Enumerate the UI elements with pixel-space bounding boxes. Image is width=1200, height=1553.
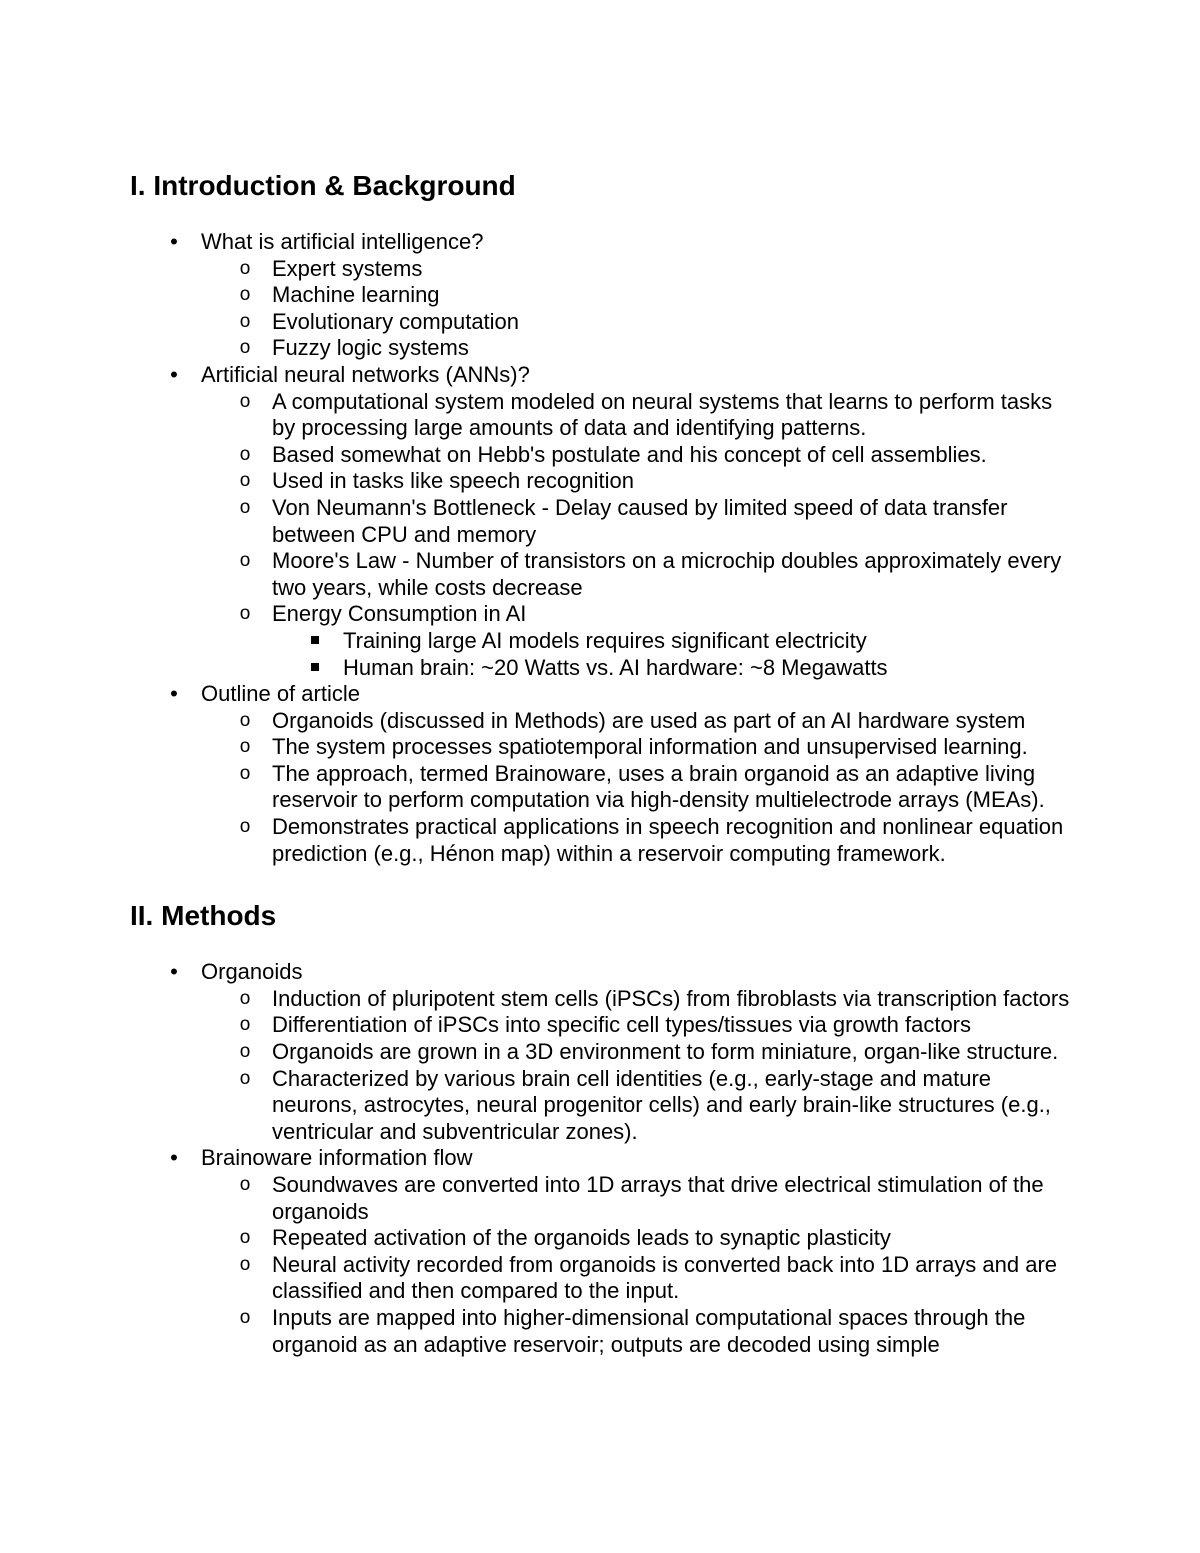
sub-list-item [201,495,1080,548]
sub-list-item [201,708,1080,735]
square-bullet-icon [311,636,319,644]
bullet-o-icon: o [239,470,251,492]
bullet-o-icon: o [239,337,251,359]
bullet-dot-icon: • [170,361,178,387]
sub-list-item-text: Differentiation of iPSCs into specific cell types/tissues via growth factors [272,1012,972,1038]
sub-list-item [201,986,1080,1013]
section-title-methods: II. Methods [130,900,277,932]
sub-sub-list [272,628,1080,681]
bullet-o-icon: o [239,284,251,306]
bullet-o-icon: o [239,603,251,625]
sub-list [201,1172,1080,1358]
bullet-o-icon: o [239,709,251,731]
sub-list-item [201,442,1080,469]
sub-sub-list-item [272,628,1080,655]
sub-list-item [201,282,1080,309]
sub-list [201,986,1080,1146]
sub-list-item-text: Demonstrates practical applications in speech recognition and nonlinear equation prediction (e.g., Hénon map) within a reservoir computing framework. [272,814,1064,866]
sub-list-item-text: Energy Consumption in AI [272,601,527,627]
list-item [130,681,1080,867]
sub-list-item [201,1012,1080,1039]
list-item [130,229,1080,362]
sub-list-item-text: Expert systems [272,255,423,281]
sub-list-item-text: Induction of pluripotent stem cells (iPSCs) from fibroblasts via transcription factors [272,985,1070,1011]
bullet-o-icon: o [239,987,251,1009]
bullet-dot-icon: • [170,681,178,707]
sub-list-item [201,548,1080,601]
bullet-dot-icon: • [170,1145,178,1171]
bullet-o-icon: o [239,390,251,412]
bullet-o-icon: o [239,443,251,465]
sub-list-item-text: Based somewhat on Hebb's postulate and his concept of cell assemblies. [272,441,987,467]
intro-bullet-list [130,229,1080,867]
bullet-o-icon: o [239,1174,251,1195]
sub-sub-list-item [272,655,1080,682]
sub-list-item-text: Machine learning [272,282,440,308]
sub-list-item-text: Neural activity recorded from organoids is converted back into 1D arrays and are classified and then compared to the input. [272,1251,1058,1304]
list-item-text: Organoids [201,959,303,985]
sub-list-item [201,1225,1080,1252]
sub-list-item-text: Characterized by various brain cell identities (e.g., early-stage and mature neurons, astrocytes, neural progenitor cells) and early brain-like structures (e.g., ventricular and subventricular zones). [272,1065,1051,1144]
bullet-o-icon: o [239,736,251,758]
sub-list [201,389,1080,682]
sub-list-item-text: Organoids (discussed in Methods) are used as part of an AI hardware system [272,707,1026,733]
sub-list-item-text: Von Neumann's Bottleneck - Delay caused by limited speed of data transfer between CPU and memory [272,494,1008,547]
list-item-text: Outline of article [201,681,360,707]
section-title-introduction: I. Introduction & Background [130,170,516,201]
sub-list-item-text: A computational system modeled on neural systems that learns to perform tasks by processing large amounts of data and identifying patterns. [272,388,1053,441]
sub-list-item-text: Soundwaves are converted into 1D arrays that drive electrical stimulation of the organoids [272,1172,1044,1224]
sub-list-item [201,1252,1080,1305]
bullet-o-icon: o [239,310,251,332]
sub-list-item [201,1039,1080,1066]
list-item-text: Brainoware information flow [201,1145,473,1171]
bullet-o-icon: o [239,762,251,784]
sub-list-item-text: Organoids are grown in a 3D environment to form miniature, organ-like structure. [272,1039,1059,1065]
sub-sub-list-item-text: Training large AI models requires significant electricity [343,627,867,653]
sub-list-item-text: Evolutionary computation [272,308,520,334]
methods-bullet-list [130,959,1080,1358]
sub-list-item [201,734,1080,761]
list-item [130,362,1080,681]
sub-list-item [201,761,1080,814]
list-item-text: Artificial neural networks (ANNs)? [201,361,530,387]
sub-list-item [201,814,1080,867]
bullet-o-icon: o [239,816,251,838]
document-content [130,167,1080,1358]
list-item [130,1145,1080,1358]
bullet-o-icon: o [239,550,251,572]
sub-list-item-text: Inputs are mapped into higher-dimensional computational spaces through the organoid as an adaptive reservoir; outputs are decoded using simple [272,1304,1026,1357]
bullet-o-icon: o [239,257,251,279]
sub-list-item-text: Fuzzy logic systems [272,335,469,361]
bullet-dot-icon: • [170,959,178,985]
sub-list-item [201,1066,1080,1146]
sub-list-item [201,1305,1080,1358]
sub-list-item [201,309,1080,336]
sub-list-item-text: Repeated activation of the organoids leads to synaptic plasticity [272,1225,891,1251]
bullet-o-icon: o [239,496,251,518]
bullet-o-icon: o [239,1014,251,1036]
sub-list-item [201,256,1080,283]
sub-list-item [201,468,1080,495]
list-item [130,959,1080,1145]
bullet-o-icon: o [239,1253,251,1275]
bullet-o-icon: o [239,1067,251,1089]
sub-list-item [201,389,1080,442]
sub-list-item-text: Used in tasks like speech recognition [272,468,634,494]
sub-list-item [201,1172,1080,1225]
sub-list-item-text: The approach, termed Brainoware, uses a brain organoid as an adaptive living reservoir to perform computation via high-density multielectrode arrays (MEAs). [272,760,1045,813]
sub-sub-list-item-text: Human brain: ~20 Watts vs. AI hardware: ~8 Megawatts [343,654,888,680]
sub-list-item-text: Moore's Law - Number of transistors on a microchip doubles approximately every two years, while costs decrease [272,548,1062,600]
bullet-dot-icon: • [170,229,178,254]
list-item-text: What is artificial intelligence? [201,229,484,254]
bullet-o-icon: o [239,1306,251,1328]
square-bullet-icon [311,663,319,671]
sub-list-item [201,335,1080,362]
bullet-o-icon: o [239,1227,251,1249]
sub-list-item-text: The system processes spatiotemporal information and unsupervised learning. [272,734,1028,760]
sub-list-item [201,601,1080,681]
sub-list [201,256,1080,362]
sub-list [201,708,1080,868]
bullet-o-icon: o [239,1041,251,1063]
